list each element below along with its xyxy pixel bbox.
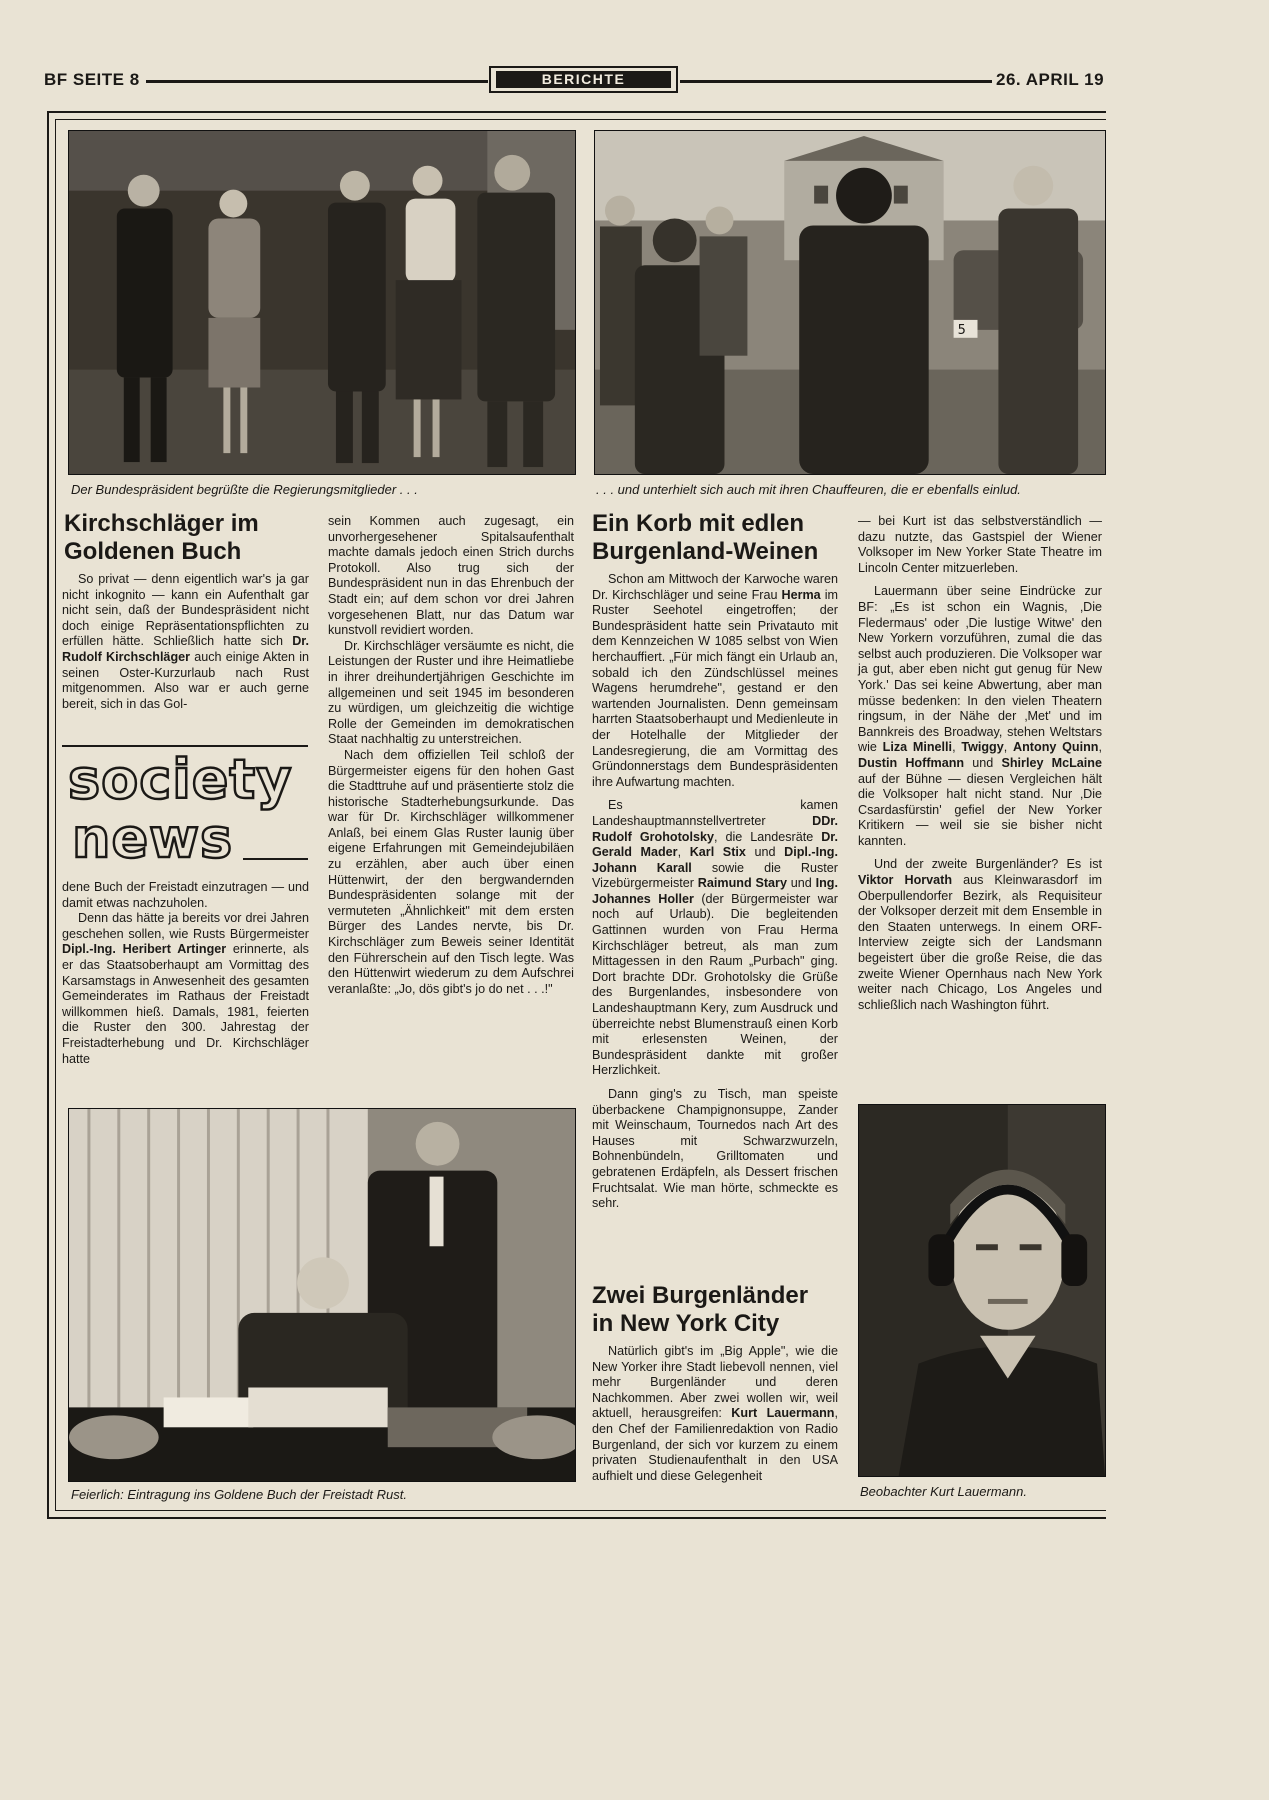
article1-headline [64,510,259,566]
logo-rule-bottom [243,858,308,860]
article1-headline-line2: Goldenen Buch [64,538,242,565]
photo-government-greeting [68,130,576,475]
article2-headline [592,510,818,566]
article3-headline-line1: Zwei Burgenländer [592,1282,809,1309]
article2-column-2: — bei Kurt ist das selbstverständlich — dazu nutzte, das Gastspiel der Wiener Volksoper im New Yorker State Theatre im Lincoln Center mitzuerleben. Lauermann über seine Eindrücke zur BF: „Es ist schon ein Wagnis, ‚Die Fledermaus' oder ‚Die lustige Witwe' den New Yorkern vorzuführen, zumal die das selbst auch produzieren. Die Volksoper war ja gut, aber eben nicht gut genug für New York.' Das sei keine Abwertung, aber man müsse bedenken: In den vielen Theatern ringsum, in der Nähe der ‚Met' und im Bannkreis des Broadway, stehen Weltstars wie Liza Minelli, Twiggy, Antony Quinn, Dustin Hoffmann und Shirley McLaine auf der Bühne — diesen Vergleichen hält die Volksoper halt nicht stand. Nur ‚Die Csardasfürstin' gefiel der New Yorker Kritikern — weil sie sie bisher nicht kannten. Und der zweite Burgenländer? Es ist Viktor Horvath aus Kleinwarasdorf im Oberpullendorfer Bezirk, als Requisiteur der Volksoper derzeit mit dem Ensemble in den Staaten unterwegs. In einem ORF-Interview zeigte sich der Landsmann begeistert über die große Reise, die das zweite Wiener Opernhaus nach New York weiter nach Chicago, Los Angeles und schließlich nach Washington führt. [858,514,1102,1012]
photo-chauffeurs [594,130,1106,475]
photo-golden-book [68,1108,576,1482]
caption-photo-4: Beobachter Kurt Lauermann. [860,1484,1027,1499]
article3-headline-line2: in New York City [592,1310,780,1337]
article1-column-2: sein Kommen auch zugesagt, ein unvorhergesehener Spitalsaufenthalt machte damals jedoch einen Strich durchs Protokoll. Also trug sich der Bundespräsident nun in das Ehrenbuch der Stadt ein; auf dem schon vor drei Jahren vorgesehenen Blatt, nur das Datum war kunstvoll revidiert worden. Dr. Kirchschläger versäumte es nicht, die Leistungen der Ruster und ihre Heimatliebe in ihrer dreihundertjährigen Geschichte im allgemeinen und seit 1945 im besonderen zu würdigen, um gleichzeitig die wichtige Rolle der Gemeinden im demokratischen Staat nachhaltig zu unterstreichen. Nach dem offiziellen Teil schloß der Bürgermeister eigens für den hohen Gast die Stadttruhe auf und präsentierte stolz die historische Stadterhebungsurkunde. Das war für Dr. Kirchschläger willkommener Anlaß, bei einem Glas Ruster launig über eigene Erfahrungen mit Gemeindejubiläen zu erzählen, aber auch über einen Hüttenwirt, der den bergwandernden Bundespräsidenten solange mit der vermuteten „Ähnlichkeit" mit dem ersten Bürger des Landes nervte, bis Dr. Kirchschläger zum Beweis seiner Identität den Führerschein auf den Tisch legte. Was den Hüttenwirt wiederum zu dem Aufschrei veranlaßte: „Jo, dös gibt's jo do net . . .!" [328,514,574,996]
header-rule-right [680,80,992,83]
section-label: BERICHTE [496,71,671,88]
article2-headline-line1: Ein Korb mit edlen [592,510,805,537]
page-number: BF SEITE 8 [44,70,140,89]
issue-date: 26. APRIL 19 [996,70,1105,89]
article1-column-1b: dene Buch der Freistadt einzutragen — und damit etwas nachzuholen. Denn das hätte ja bereits vor drei Jahren geschehen sollen, wie Rusts Bürgermeister Dipl.-Ing. Heribert Artinger erinnerte, als er das Staatsoberhaupt am Vormittag des Karsamstags in Anwesenheit des gesamten Gemeinderates im Rathaus der Freistadt willkommen hieß. Damals, 1981, feierten die Ruster den 300. Jahrestag der Freistadterhebung und Dr. Kirchschläger hatte [62,880,309,1066]
caption-photo-2: . . . und unterhielt sich auch mit ihren Chauffeuren, die er ebenfalls einlud. [596,482,1021,497]
caption-photo-3: Feierlich: Eintragung ins Goldene Buch der Freistadt Rust. [71,1487,408,1502]
photo-kurt-lauermann [858,1104,1106,1477]
caption-photo-1: Der Bundespräsident begrüßte die Regierungsmitglieder . . . [71,482,418,497]
logo-rule-top [62,745,308,747]
header-rule-left [146,80,488,83]
article3-column-1: Natürlich gibt's im „Big Apple", wie die New Yorker ihre Stadt liebevoll nennen, viel mehr Burgenländer und deren Nachkommen. Aber zwei wollen wir, weil aktuell, herausgreifen: Kurt Lauermann, den Chef der Familienredaktion von Radio Burgenland, der sich vor kurzem zu einem privaten Studienaufenthalt in den USA aufhielt und diese Gelegenheit [592,1344,838,1483]
article2-headline-line2: Burgenland-Weinen [592,538,819,565]
article1-column-1a: So privat — denn eigentlich war's ja gar nicht inkognito — kann ein Aufenthalt gar nicht sein, daß der Bundespräsident nicht doch einige Repräsentationspflichten zu erfüllen hätte. Schließlich hatte sich Dr. Rudolf Kirchschläger auch einige Akten in seinen Oster-Kurzurlaub nach Rust mitgenommen. Also war er auch gerne bereit, sich in das Gol- [62,572,309,711]
article3-headline [592,1282,808,1338]
article2-column-1: Schon am Mittwoch der Karwoche waren Dr. Kirchschläger und seine Frau Herma im Ruster Seehotel eingetroffen; der Bundespräsident hatte sein Privatauto mit dem Kennzeichen W 1085 selbst von Wien herchauffiert. „Für mich fängt ein Urlaub an, sobald ich den Zündschlüssel meines Wagens herumdrehe", gestand er den wartenden Journalisten. Denn gemeinsam harrten Staatsoberhaupt und Medienleute in der Hotelhalle der Mitglieder der Landesregierung, die am Vormittag des Gründonnerstags dem Bundespräsidenten ihre Aufwartung machten. Es kamen Landeshauptmannstellvertreter DDr. Rudolf Grohotolsky, die Landesräte Dr. Gerald Mader, Karl Stix und Dipl.-Ing. Johann Karall sowie die Ruster Vizebürgermeister Raimund Stary und Ing. Johannes Holler (der Bürgermeister war noch auf Urlaub). Die begleitenden Gattinnen wurden von Frau Herma Kirchschläger betreut, als man zum Mittagessen in den Raum „Purbach" ging. Dort brachte DDr. Grohotolsky die Grüße des Burgenlandes, insbesondere von Landeshauptmann Kery, zum Ausdruck und überreichte nebst Blumenstrauß einen Korb mit erlesensten Weinen, der Bundespräsident dankte mit großer Herzlichkeit. Dann ging's zu Tisch, man speiste überbackene Champignonsuppe, Zander mit Weinschaum, Tournedos nach Art des Hauses mit Schwarzwurzeln, Bohnenbündeln, Grilltomaten und gebratenen Erdäpfeln, als Dessert frischen Fruchtsalat. Wie man hörte, schmeckte es sehr. [592,572,838,1211]
section-label-box [489,66,678,93]
car-plate-digit: 5 [957,322,966,338]
logo-society: society [68,748,293,811]
article1-headline-line1: Kirchschläger im [64,510,259,537]
logo-news: news [72,807,234,870]
